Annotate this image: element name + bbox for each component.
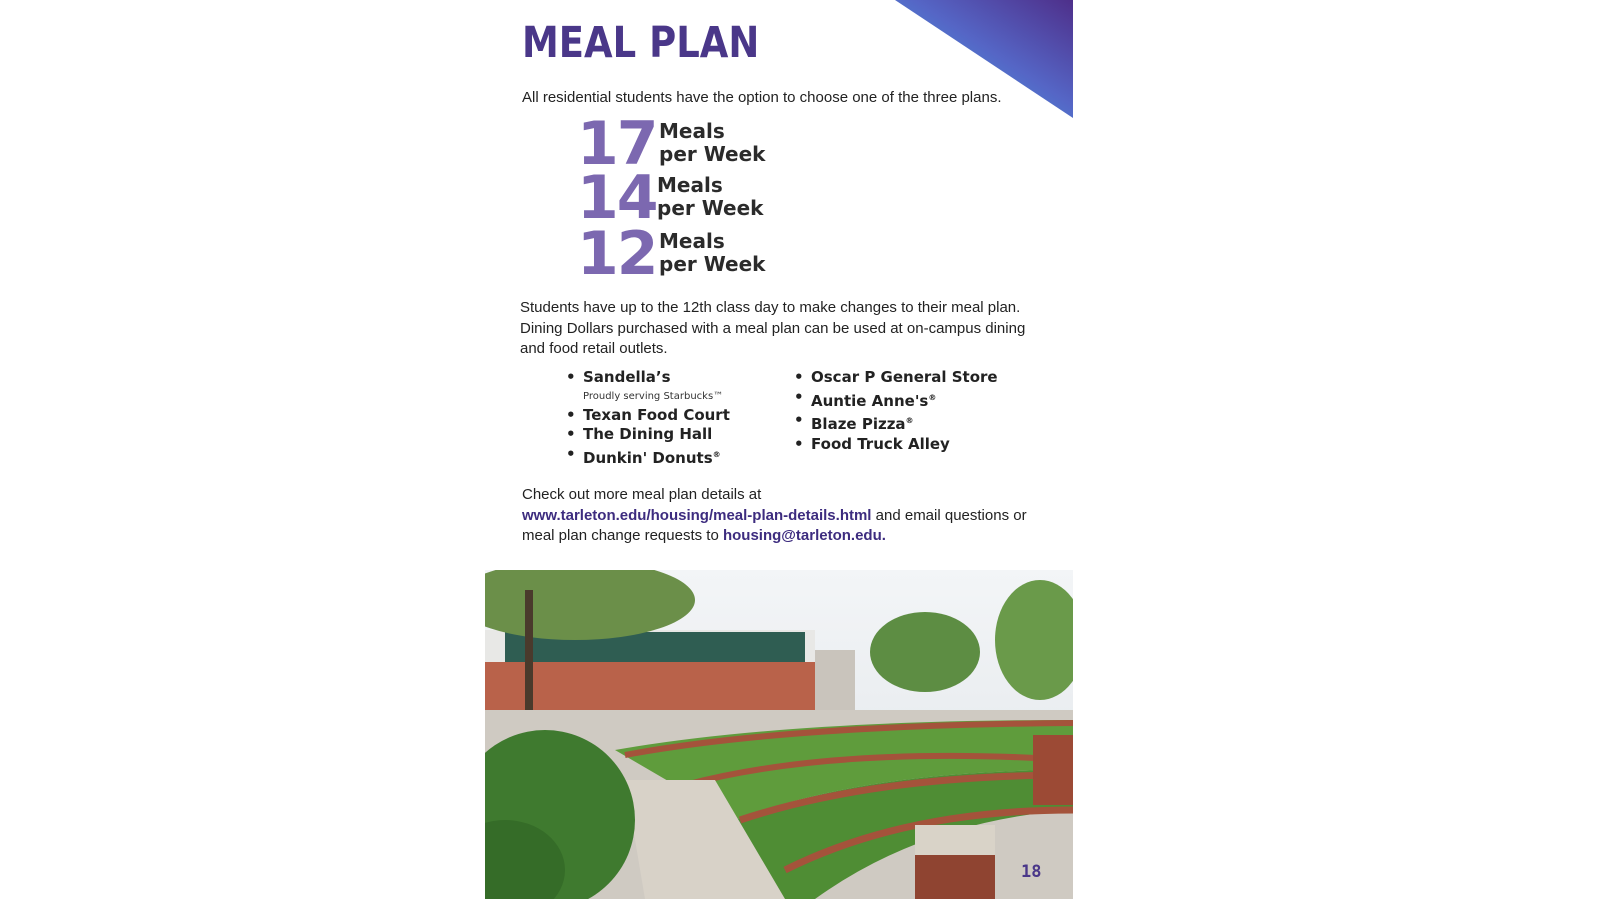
outlet-name: Food Truck Alley: [811, 434, 950, 453]
plan-label-line1: Meals: [657, 173, 723, 197]
outlet-name: Auntie Anne's: [811, 391, 929, 410]
meal-plan-details-link[interactable]: www.tarleton.edu/housing/meal-plan-details.html: [522, 506, 872, 524]
plan-label: [659, 230, 765, 276]
meal-plan-paragraph: Students have up to the 12th class day to make changes to their meal plan. Dining Dollars purchased with a meal plan can be used at on-campus dining and food retail outlets.: [520, 299, 1026, 357]
list-item: [794, 411, 998, 435]
contact-info: [522, 485, 1042, 547]
list-item: [566, 406, 730, 426]
outlet-name: Texan Food Court: [583, 405, 730, 424]
page-number: 18: [1021, 862, 1042, 882]
plan-label: [657, 174, 763, 220]
outlet-name: Sandella’s: [583, 368, 671, 386]
plan-label-line2: per Week: [659, 142, 766, 166]
list-item: [566, 445, 730, 469]
plan-number: 17: [577, 109, 657, 179]
list-item: [794, 388, 998, 412]
document-page: [485, 0, 1073, 899]
plan-number: 14: [577, 163, 657, 233]
outlet-list-right: [794, 368, 998, 454]
page-title: MEAL PLAN: [522, 18, 760, 68]
plan-label-line1: Meals: [659, 119, 725, 143]
list-item: [794, 368, 998, 388]
outlet-name: Dunkin' Donuts: [583, 448, 713, 467]
plan-label-line2: per Week: [659, 252, 766, 276]
list-item: [566, 368, 730, 406]
registered-mark: ®: [905, 416, 914, 425]
registered-mark: ®: [712, 449, 721, 459]
registered-mark: ®: [928, 392, 937, 402]
outlet-name: The Dining Hall: [583, 425, 713, 443]
intro-text: All residential students have the option to choose one of the three plans.: [522, 89, 1002, 106]
outlet-name: Oscar P General Store: [811, 368, 998, 386]
plan-label-line2: per Week: [657, 196, 764, 220]
outlet-list-left: [566, 368, 730, 468]
list-item: [794, 435, 998, 455]
plan-label-line1: Meals: [659, 229, 725, 253]
housing-email-link[interactable]: housing@tarleton.edu.: [722, 527, 886, 544]
campus-photo: [485, 570, 1073, 899]
contact-text: Check out more meal plan details at: [522, 486, 762, 503]
outlet-note: Proudly serving Starbucks™: [583, 390, 724, 402]
outlet-name: Blaze Pizza: [811, 415, 906, 433]
plan-number: 12: [577, 219, 657, 289]
plan-label: [659, 120, 765, 166]
list-item: [566, 425, 730, 445]
contact-text: and email questions or meal plan change requests to: [522, 506, 1027, 544]
